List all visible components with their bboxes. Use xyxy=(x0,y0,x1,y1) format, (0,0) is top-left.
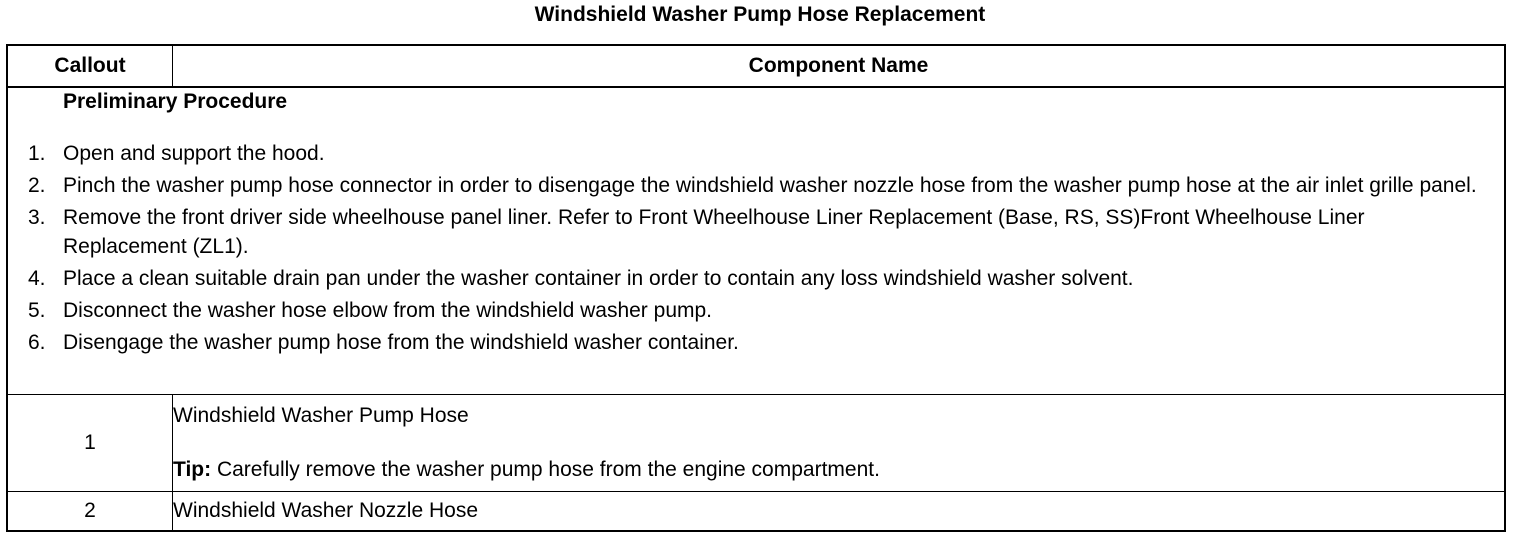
step-text: Remove the front driver side wheelhouse panel liner. Refer to Front Wheelhouse Liner Replacement (Base, RS, SS)Front Wheelhouse Liner Replacement (ZL1). xyxy=(63,206,1365,258)
preliminary-cell xyxy=(7,87,1505,395)
callout-cell: 2 xyxy=(7,492,173,532)
component-name: Windshield Washer Nozzle Hose xyxy=(173,492,1506,532)
step-item xyxy=(8,171,1504,200)
table-header-row xyxy=(7,45,1505,87)
tip-note xyxy=(173,455,1504,485)
step-item xyxy=(8,296,1504,325)
step-item xyxy=(8,264,1504,293)
step-text: Disengage the washer pump hose from the windshield washer container. xyxy=(63,331,739,354)
component-name: Windshield Washer Pump Hose xyxy=(173,404,469,427)
table-row xyxy=(7,395,1505,492)
component-name-header: Component Name xyxy=(173,45,1506,87)
callout-header: Callout xyxy=(7,45,173,87)
step-number: 3. xyxy=(28,206,46,229)
step-number: 1. xyxy=(28,142,46,165)
procedure-table xyxy=(6,44,1506,532)
step-text: Disconnect the washer hose elbow from the windshield washer pump. xyxy=(63,299,713,322)
step-number: 4. xyxy=(28,267,46,290)
step-item xyxy=(8,328,1504,357)
step-text: Place a clean suitable drain pan under the washer container in order to contain any loss windshield washer solvent. xyxy=(63,267,1134,290)
step-text: Pinch the washer pump hose connector in order to disengage the windshield washer nozzle hose from the washer pump hose at the air inlet grille panel. xyxy=(63,174,1477,197)
preliminary-heading: Preliminary Procedure xyxy=(63,90,288,113)
step-item xyxy=(8,203,1504,261)
step-text: Open and support the hood. xyxy=(63,142,325,165)
step-item xyxy=(8,139,1504,168)
procedure-steps xyxy=(8,139,1504,357)
table-row xyxy=(7,492,1505,532)
step-number: 5. xyxy=(28,299,46,322)
callout-cell: 1 xyxy=(7,395,173,492)
preliminary-row xyxy=(7,87,1505,395)
tip-label: Tip: xyxy=(173,458,212,481)
component-cell xyxy=(173,395,1506,492)
step-number: 6. xyxy=(28,331,46,354)
tip-text: Carefully remove the washer pump hose from the engine compartment. xyxy=(211,458,880,481)
step-number: 2. xyxy=(28,174,46,197)
page-title: Windshield Washer Pump Hose Replacement xyxy=(534,3,986,26)
